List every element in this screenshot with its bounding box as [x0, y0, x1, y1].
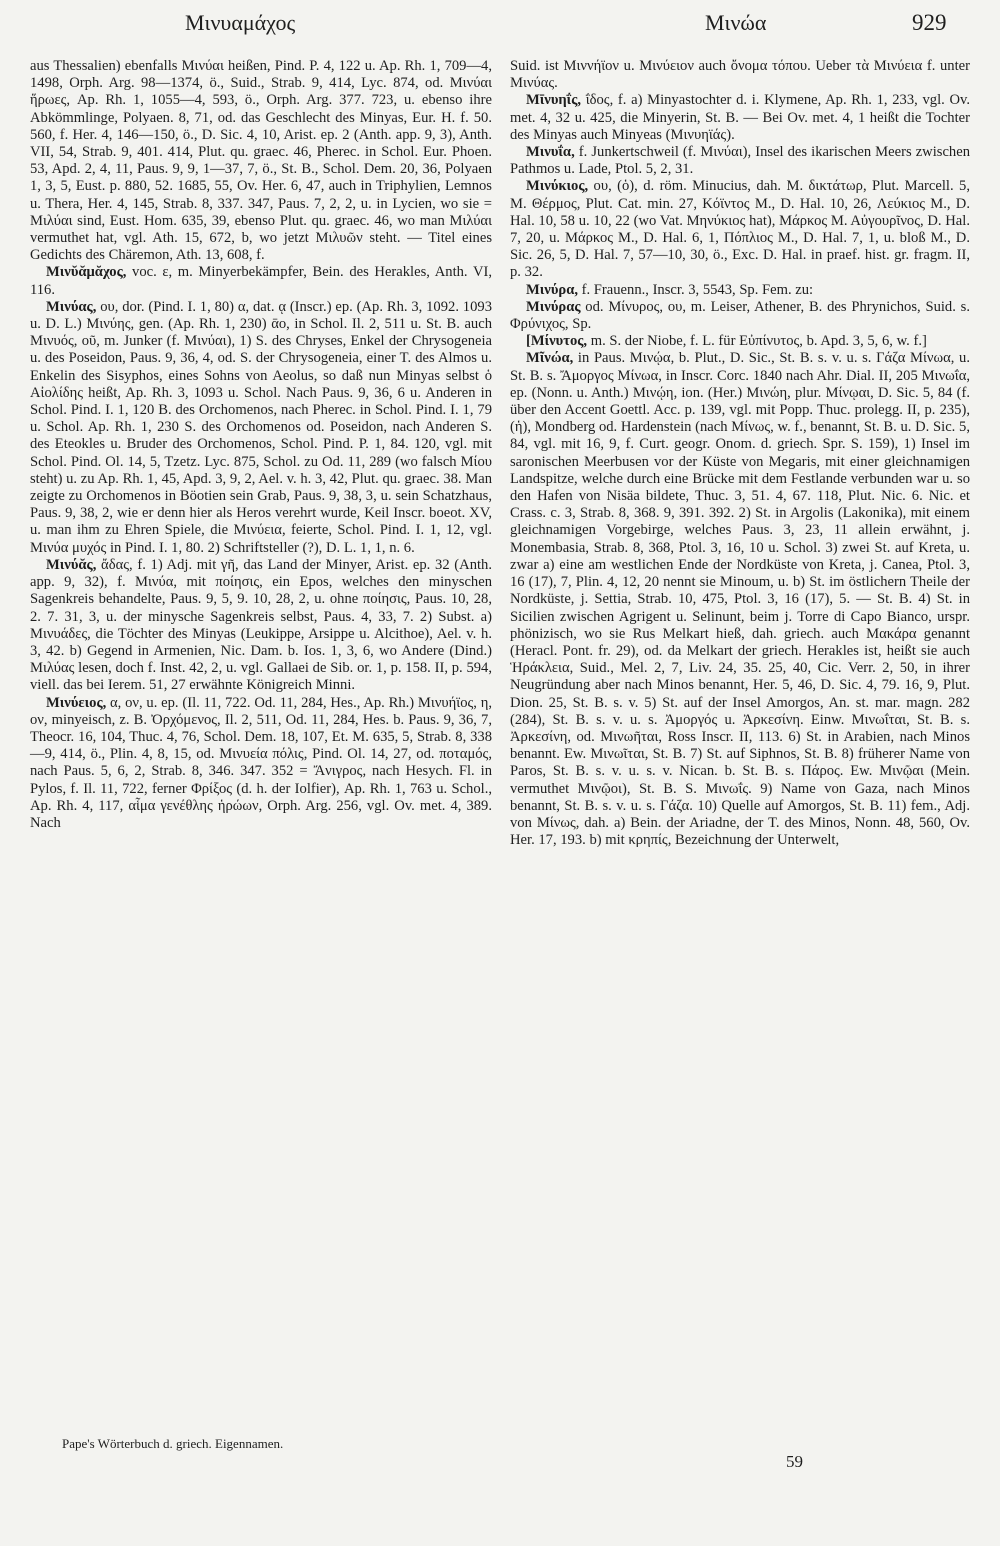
page-number: 929 — [912, 10, 947, 35]
dictionary-entry — [510, 92, 970, 144]
dictionary-entry — [30, 264, 492, 298]
entry-text: m. S. der Niobe, f. L. für Εὐπίνυτος, b. Apd. 3, 5, 6, w. f.] — [587, 333, 927, 350]
footer-source: Pape's Wörterbuch d. griech. Eigennamen. — [62, 1436, 284, 1451]
headword: Μινύκιος, — [526, 178, 589, 195]
entry-text: f. Frauenn., Inscr. 3, 5543, Sp. Fem. zu: — [578, 281, 814, 298]
dictionary-entry — [510, 144, 970, 178]
entry-text: in Paus. Μινῴα, b. Plut., D. Sic., St. B. s. v. u. s. Γάζα Μίνωα, u. St. B. s. Ἄμοργος Μίνωα, in Inscr. Corc. 1840 nach Ahr. Dial. II, 205 Μινωΐα, ep. (Nonn. u. Anth.) Μινῴη, ion. (Her.) Μινώη, plur. Μίνῳαι, D. Sic. 5, 84 (f. über den Accent Goettl. Acc. p. 139, vgl. mit Popp. Thuc. prolegg. II, p. 235), (ἡ), Mondberg od. Hardenstein (nach Μίνως, w. f., benannt, St. B. u. D. Sic. 5, 84, vgl. mit 16, 9, f. Curt. geogr. Onom. d. griech. Spr. S. 159), 1) Insel im saronischen Meerbusen vor der Küste von Megaris, mit einer gleichnamigen Landspitze, welche durch eine Brücke mit dem Festlande verbunden war u. so den Hafen von Nisäa bildete, Thuc. 3, 51. 4, 67. 118, Plut. Nic. 6. Nic. et Crass. c. 3, Strab. 8, 368. 9, 391. 392. 2) St. in Argolis (Lakonika), mit einem gleichnamigen Vorgebirge, welches Paus. 3, 23, 11 allein erwähnt, j. Monembasia, Strab. 8, 368, Ptol. 3, 16, 10 u. Schol. 3) zwei St. auf Kreta, u. zwar a) eine am westlichen Ende der Nordküste von Kreta, j. Canea, Ptol. 3, 16 (17), 7, Plin. 4, 12, 20 nennt sie Minoum, u. b) St. im östlichern Theile der Nordküste, j. Settia, Strab. 10, 475, Ptol. 3, 16 (17), 5. — St. B. 4) St. in Sicilien zwischen Agrigent u. Selinunt, beim j. Torre di Capo Bianco, urspr. phönizisch, wo sie Rus Melkart hieß, dah. griech. auch Μακάρα genannt (Heracl. Pont. fr. 29), od. da Melkart der griech. Herakles ist, heißt sie auch Ἡράκλεια, Suid., Mel. 2, 7, Liv. 24, 35. 25, 40, Cic. Verr. 2, 50, in ihrer Neugründung aber nach Minos benannt, Her. 5, 46, D. Sic. 4, 79. 16, 9, Plut. Dion. 25, St. B. s. v. 5) St. auf der Insel Amorgos, An. st. mar. magn. 282 (284), St. B. s. v. u. s. Ἀμοργός u. Ἀρκεσίνη. Einw. Μινωΐται, St. B. s. Ἀρκεσίνη, od. Μινωῆται, Ross Inscr. II, 113. 6) St. in Arabien, nach Minos benannt. Ew. Μινωῖται, St. B. 7) St. auf Siphnos, St. B. 8) früherer Name von Paros, St. B. s. v. u. s. v. Nican. b. St. B. s. Πάρος. Ew. Μινῷαι (Mein. vermuthet Μινῷοι), St. B. S. Μινωΐς. 9) Name von Gaza, nach Minos benannt, St. B. s. v. u. s. Γάζα. 10) Quelle auf Amorgos, St. B. 11) fem., Adj. von Μίνως, dah. a) Bein. der Ariadne, der T. des Minos, Nonn. 48, 560, Ov. Her. 17, 193. b) mit κρηπίς, Bezeichnung der Unterwelt, — [510, 350, 970, 849]
entry-text: od. Μίνυρος, ου, m. Leiser, Athener, B. des Phrynichos, Suid. s. Φρύνιχος, Sp. — [510, 298, 970, 333]
entry-continuation — [510, 58, 970, 92]
signature-mark: 59 — [786, 1452, 803, 1471]
dictionary-entry — [510, 333, 970, 350]
running-head-right: Μινώα — [705, 10, 767, 35]
running-head-left: Μινυαμάχος — [185, 10, 296, 35]
entry-text: ΐδος, f. a) Minyastochter d. i. Klymene, Ap. Rh. 1, 233, vgl. Ov. met. 4, 32 u. 425, die Minyerin, St. B. — Bei Ov. met. 4, 1 heißt die Tochter des Minyas auch Minyeas (Μινυηϊάς). — [510, 92, 970, 143]
dictionary-entry — [30, 695, 492, 833]
headword: Μῖνώα, — [526, 350, 574, 367]
entry-continuation — [30, 58, 492, 264]
dictionary-entry — [510, 282, 970, 299]
dictionary-entry — [30, 557, 492, 695]
entry-text: Suid. ist Μιννήϊον u. Μινύειον auch ὄνομα τόπου. Ueber τὰ Μινύεια f. unter Μινύας. — [510, 58, 970, 92]
headword: Μινυΐα, — [526, 144, 575, 161]
dictionary-entry — [510, 299, 970, 333]
entry-text: ου, (ὁ), d. röm. Minucius, dah. Μ. δικτάτωρ, Plut. Marcell. 5, Μ. Θέρμος, Plut. Cat. min. 27, Κόϊντος Μ., D. Hal. 10, 26, Λεύκιος Μ., D. Hal. 10, 58 u. 10, 22 (wo Vat. Μηνύκιος hat), Μάρκος Μ. Αὐγουρῖνος, D. Hal. 7, 20, u. Μάρκος Μ., D. Hal. 6, 1, Πόπλιος Μ., D. Hal. 7, 1, u. bloß Μ., D. Sic. 26, 5, D. Hal. 7, 57—10, 30, ö., Exc. D. Hal. in praef. hist. gr. fragm. II, p. 32. — [510, 178, 970, 281]
dictionary-entry — [510, 178, 970, 281]
headword: Μῑνυηΐς, — [526, 92, 582, 109]
dictionary-entry — [510, 350, 970, 849]
headword: Μινύας, — [46, 298, 97, 315]
right-column — [510, 58, 970, 849]
dictionary-entry — [30, 299, 492, 557]
left-column — [30, 58, 492, 832]
headword: Μινύρα, — [526, 281, 578, 298]
entry-text: α, ον, u. ep. (Il. 11, 722. Od. 11, 284, Hes., Ap. Rh.) Μινυήϊος, η, ον, minyeisch, z. B. Ὀρχόμενος, Il. 2, 511, Od. 11, 284, Hes. b. Paus. 9, 36, 7, Theocr. 16, 104, Thuc. 4, 76, Schol. Dem. 18, 107, Et. M. 635, 5, Strab. 8, 338—9, 414, ö., Plin. 4, 8, 15, od. Μινυεία πόλις, Pind. Ol. 14, 27, od. ποταμός, nach Paus. 5, 6, 2, Strab. 8, 346. 347. 352 = Ἄνιγρος, nach Hesych. Fl. in Pylos, f. Il. 11, 722, ferner Φρίξος (d. h. der Iolfier), Ap. Rh. 1, 763 u. Schol., Ap. Rh. 4, 117, αἷμα γενέθλης ἡρώων, Orph. Arg. 256, vgl. Ov. met. 4, 389. Nach — [30, 694, 492, 831]
headword: Μινῠᾰμᾰχος, — [46, 264, 127, 281]
headword: Μινύᾰς, — [46, 556, 97, 573]
headword: [Μίνυτος, — [526, 333, 588, 350]
headword: Μινύειος, — [46, 694, 107, 711]
entry-text: ἄδας, f. 1) Adj. mit γῆ, das Land der Minyer, Arist. ep. 32 (Anth. app. 9, 32), f. Μινύα, mit ποίησις, ein Epos, welches den minyschen Sagenkreis behandelte, Paus. 9, 5, 9. 10, 28, 2, u. ohne ποίησις, Paus. 10, 28, 2. 7. 31, 3, u. der minysche Sagenkreis selbst, Paus. 4, 33, 7. 2) Subst. a) Μινυάδες, die Töchter des Minyas (Leukippe, Arsippe u. Alcithoe), Ael. v. h. 3, 42. b) Gegend in Armenien, Nic. Dam. b. Ios. 1, 3, 6, wo Andere (Dind.) Μιλύας lesen, doch f. Inst. 42, 2, u. vgl. Gallaei de Sib. or. 1, p. 158. II, p. 594, viell. das bei Ierem. 51, 27 erwähnte Königreich Minni. — [30, 556, 492, 694]
entry-text: f. Junkertschweil (f. Μινύαι), Insel des ikarischen Meers zwischen Pathmos u. Lade, Ptol. 5, 2, 31. — [510, 144, 970, 178]
entry-text: ου, dor. (Pind. I. 1, 80) α, dat. ᾳ (Inscr.) ep. (Ap. Rh. 3, 1092. 1093 u. D. L.) Μινύης, gen. (Ap. Rh. 1, 230) ᾱο, in Schol. Il. 2, 511 u. St. B. auch Μινυός, οῦ, m. Junker (f. Μινύαι), 1) S. des Chryses, Enkel der Chrysogeneia u. des Poseidon, Paus. 9, 36, 4, od. S. der Chrysogeneia, einer T. des Almos u. Enkelin des Sisyphos, eines Sohns von Aeolus, so daß nun Minyas selbst ὁ Αἰολίδης heißt, Ap. Rh. 3, 1093 u. Schol. Nach Paus. 9, 36, 6 u. Anderen in Schol. Pind. I. 1, 120 B. des Orchomenos, nach Pherec. in Schol. Pind. I. 1, 79 u. Schol. Ap. Rh. 1, 230 S. des Orchomenos od. Poseidon, nach Anderen S. des Eteokles u. Bruder des Orchomenos, Schol. Pind. P. 1, 84. 120, vgl. mit Schol. Pind. Ol. 14, 5, Tzetz. Lyc. 875, Schol. zu Od. 11, 289 (wo falsch Μίου steht) u. zu Ap. Rh. 1, 45, Apd. 3, 9, 2, Ael. v. h. 3, 42, Plut. qu. graec. 38. Man zeigte zu Orchomenos in Böotien sein Grab, Paus. 9, 38, 3, u. sein Schatzhaus, Paus. 9, 38, 2, wie er denn hier als Heros verehrt wurde, Keil Inscr. boeot. XV, u. man ihm zu Ehren Spiele, die Μινύεια, feierte, Schol. Pind. I. 1, 12, vgl. Μινύα μυχός in Pind. I. 1, 80. 2) Schriftsteller (?), D. L. 1, 1, n. 6. — [30, 298, 492, 556]
headword: Μινύρας — [526, 298, 581, 315]
entry-text: aus Thessalien) ebenfalls Μινύαι heißen, Pind. P. 4, 122 u. Ap. Rh. 1, 709—4, 1498, Orph. Arg. 98—1374, ö., Suid., Strab. 9, 414, Lyc. 874, od. Μινύαι ἥρωες, Ap. Rh. 1, 1055—4, 593, ö., Orph. Arg. 377. 723, u. ebenso ihre Abkömmlinge, Polyaen. 8, 71, od. das Geschlecht des Minyas, Eur. H. f. 50. 560, f. Her. 4, 146—150, ö., D. Sic. 4, 10, Arist. ep. 2 (Anth. app. 9, 3), Anth. VII, 54, Strab. 9, 401. 414, Plut. qu. graec. 46, Pherec. in Schol. Eur. Phoen. 53, Apd. 2, 4, 11, Paus. 9, 9, 1—37, 7, ö., St. B., Schol. Dem. 20, 36, Polyaen 1, 3, 5, Eust. p. 880, 52. 1685, 55, Ov. Her. 6, 47, auch in Triphylien, Lemnos u. Thera, Her. 4, 145, Strab. 8, 337. 347, Paus. 7, 2, 2, u. in Lycien, wo sie = Μιλύαι sind, Eust. Hom. 635, 39, ebenso Plut. qu. graec. 46, wo man Μιλύαι vermuthet hat, vgl. Ath. 15, 672, b, wo jetzt Μιλυῶν steht. — Titel eines Gedichts des Chäremon, Ath. 13, 608, f. — [30, 58, 492, 264]
entry-text: voc. ε, m. Minyerbekämpfer, Bein. des Herakles, Anth. VI, 116. — [30, 264, 492, 298]
